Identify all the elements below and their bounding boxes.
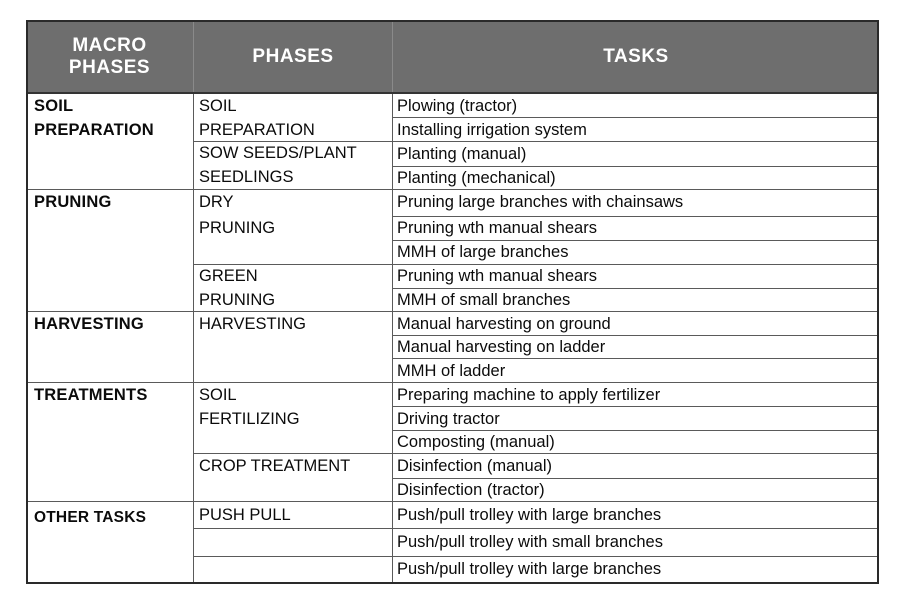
task-cell: Driving tractor bbox=[397, 410, 500, 428]
task-cell: Pruning wth manual shears bbox=[397, 267, 597, 285]
task-cell: Plowing (tractor) bbox=[397, 97, 518, 115]
task-cell: Disinfection (tractor) bbox=[397, 481, 545, 499]
header-divider bbox=[193, 20, 194, 93]
task-cell: Pruning wth manual shears bbox=[397, 219, 597, 237]
header-macro-phases bbox=[26, 20, 193, 93]
tasks-table bbox=[26, 20, 879, 584]
task-cell: MMH of small branches bbox=[397, 291, 571, 309]
header-phases-label: PHASES bbox=[252, 45, 334, 67]
macro-other-tasks: OTHER TASKS bbox=[34, 509, 147, 526]
task-cell: Planting (manual) bbox=[397, 145, 527, 163]
task-cell: Pruning large branches with chainsaws bbox=[397, 193, 684, 211]
header-tasks bbox=[393, 20, 879, 93]
macro-harvesting: HARVESTING bbox=[34, 315, 144, 333]
task-cell: Planting (mechanical) bbox=[397, 169, 556, 187]
header-macro-line2: PHASES bbox=[68, 56, 151, 78]
phase-soil-preparation-line2: PREPARATION bbox=[199, 121, 315, 139]
phase-green-pruning-line1: GREEN bbox=[199, 267, 258, 285]
column-divider bbox=[392, 20, 393, 584]
header-divider bbox=[392, 20, 393, 93]
column-divider bbox=[193, 20, 194, 584]
phase-sow-seeds-line2: SEEDLINGS bbox=[199, 168, 294, 186]
header-macro-line1: MACRO bbox=[72, 34, 147, 56]
phase-dry-pruning-line2: PRUNING bbox=[199, 219, 276, 237]
phase-sow-seeds-line1: SOW SEEDS/PLANT bbox=[199, 144, 357, 162]
macro-pruning: PRUNING bbox=[34, 193, 112, 211]
macro-soil-preparation-line1: SOIL bbox=[34, 97, 74, 115]
task-cell: MMH of ladder bbox=[397, 362, 506, 380]
task-cell: Push/pull trolley with large branches bbox=[397, 560, 662, 578]
header-tasks-label: TASKS bbox=[603, 45, 669, 67]
macro-treatments: TREATMENTS bbox=[34, 386, 148, 404]
header-phases bbox=[194, 20, 392, 93]
task-cell: Composting (manual) bbox=[397, 433, 555, 451]
task-cell: Manual harvesting on ground bbox=[397, 315, 611, 333]
task-cell: MMH of large branches bbox=[397, 243, 569, 261]
phase-soil-fertilizing-line2: FERTILIZING bbox=[199, 410, 300, 428]
task-cell: Disinfection (manual) bbox=[397, 457, 552, 475]
phase-soil-fertilizing-line1: SOIL bbox=[199, 386, 237, 404]
phase-crop-treatment: CROP TREATMENT bbox=[199, 457, 351, 475]
macro-soil-preparation-line2: PREPARATION bbox=[34, 121, 154, 139]
phase-soil-preparation-line1: SOIL bbox=[199, 97, 237, 115]
row-divider bbox=[193, 528, 879, 529]
task-cell: Preparing machine to apply fertilizer bbox=[397, 386, 661, 404]
phase-harvesting: HARVESTING bbox=[199, 315, 306, 333]
task-cell: Manual harvesting on ladder bbox=[397, 338, 606, 356]
phase-push-pull: PUSH PULL bbox=[199, 506, 291, 524]
phase-dry-pruning-line1: DRY bbox=[199, 193, 234, 211]
task-cell: Installing irrigation system bbox=[397, 121, 587, 139]
task-cell: Push/pull trolley with large branches bbox=[397, 506, 662, 524]
phase-green-pruning-line2: PRUNING bbox=[199, 291, 276, 309]
task-cell: Push/pull trolley with small branches bbox=[397, 533, 663, 551]
